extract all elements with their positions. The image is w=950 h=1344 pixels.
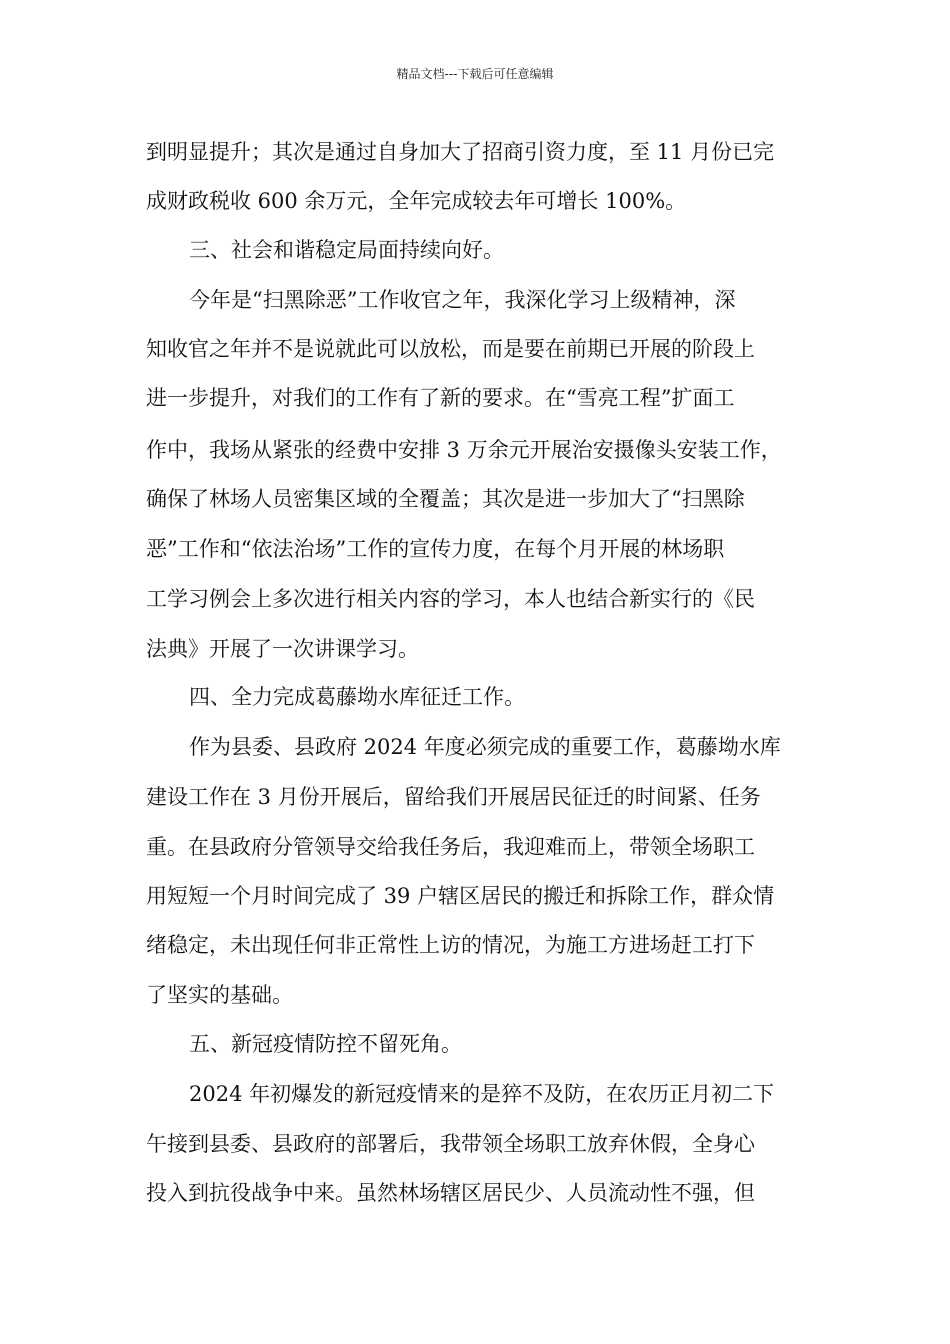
section-heading: 四、全力完成葛藤坳水库征迁工作。 — [189, 685, 525, 709]
section-heading: 三、社会和谐稳定局面持续向好。 — [189, 238, 504, 262]
text-line: 建设工作在 3 月份开展后，留给我们开展居民征迁的时间紧、任务 — [146, 785, 761, 809]
text-line: 了坚实的基础。 — [146, 983, 293, 1007]
text-line: 午接到县委、县政府的部署后，我带领全场职工放弃休假，全身心 — [146, 1132, 755, 1156]
text-line: 知收官之年并不是说就此可以放松，而是要在前期已开展的阶段上 — [146, 337, 755, 361]
section-heading: 五、新冠疫情防控不留死角。 — [189, 1032, 462, 1056]
text-line: 用短短一个月时间完成了 39 户辖区居民的搬迁和拆除工作，群众情 — [146, 884, 775, 908]
page-header: 精品文档---下载后可任意编辑 — [396, 67, 554, 81]
text-line: 恶”工作和“依法治场”工作的宣传力度，在每个月开展的林场职 — [146, 537, 725, 561]
text-line: 作为县委、县政府 2024 年度必须完成的重要工作，葛藤坳水库 — [189, 735, 781, 759]
text-line: 法典》开展了一次讲课学习。 — [146, 637, 419, 661]
text-line: 今年是“扫黑除恶”工作收官之年，我深化学习上级精神，深 — [189, 288, 736, 312]
text-line: 投入到抗役战争中来。虽然林场辖区居民少、人员流动性不强，但 — [146, 1181, 755, 1205]
text-line: 进一步提升，对我们的工作有了新的要求。在“雪亮工程”扩面工 — [146, 386, 735, 410]
text-line: 确保了林场人员密集区域的全覆盖；其次是进一步加大了“扫黑除 — [146, 487, 745, 511]
text-line: 工学习例会上多次进行相关内容的学习，本人也结合新实行的《民 — [146, 587, 755, 611]
text-line: 绪稳定，未出现任何非正常性上访的情况，为施工方进场赶工打下 — [146, 933, 755, 957]
text-line: 重。在县政府分管领导交给我任务后，我迎难而上，带领全场职工 — [146, 835, 755, 859]
text-line: 2024 年初爆发的新冠疫情来的是猝不及防，在农历正月初二下 — [189, 1082, 775, 1106]
text-line: 成财政税收 600 余万元，全年完成较去年可增长 100%。 — [146, 189, 687, 213]
text-line: 作中，我场从紧张的经费中安排 3 万余元开展治安摄像头安装工作， — [146, 438, 782, 462]
text-line: 到明显提升；其次是通过自身加大了招商引资力度，至 11 月份已完 — [146, 140, 775, 164]
